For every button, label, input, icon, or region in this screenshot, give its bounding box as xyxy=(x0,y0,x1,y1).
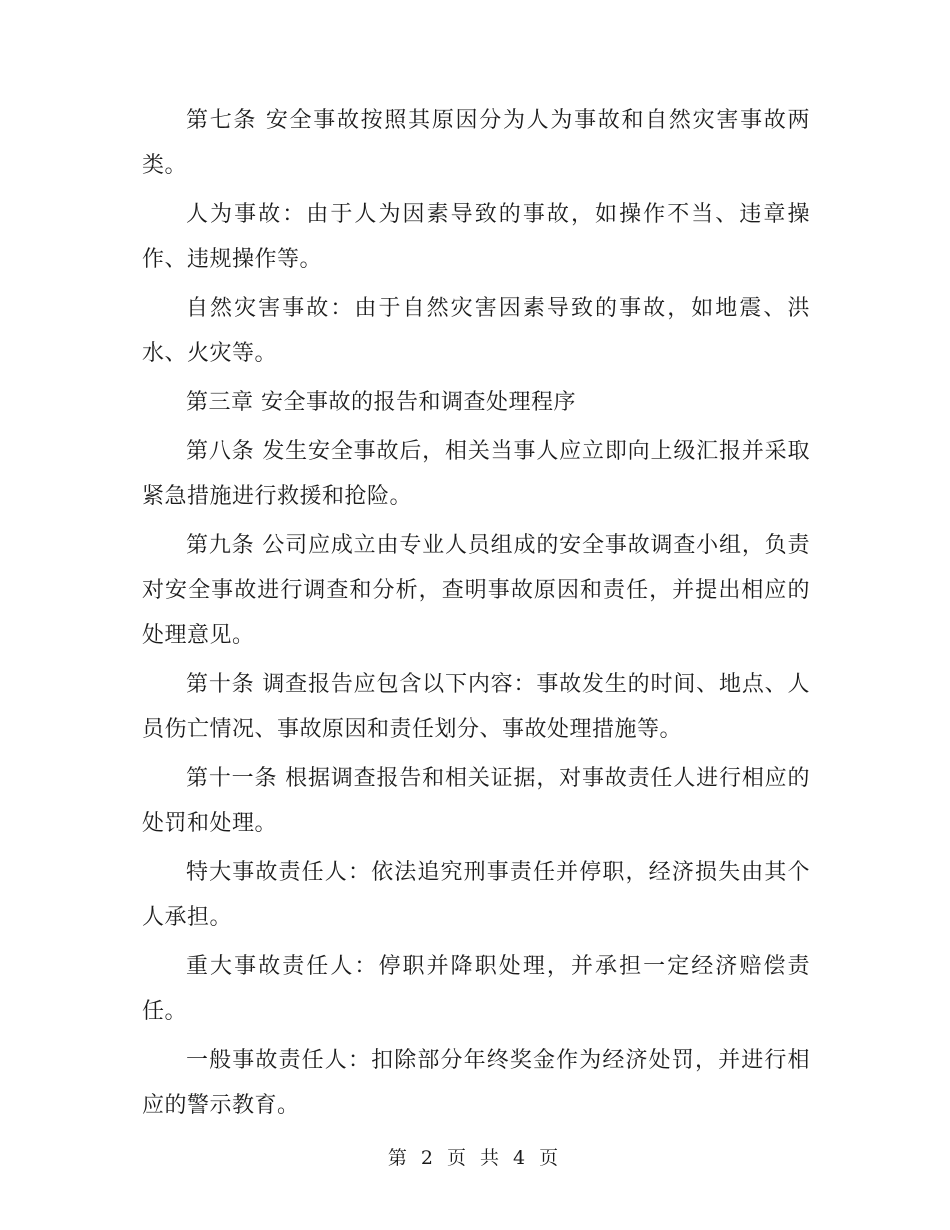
paragraph-serious-accident: 重大事故责任人：停职并降职处理，并承担一定经济赔偿责任。 xyxy=(142,954,810,1024)
page-number-footer: 第 2 页 共 4 页 xyxy=(387,1147,563,1169)
paragraph-article-7: 第七条 安全事故按照其原因分为人为事故和自然灾害事故两类。 xyxy=(142,108,810,178)
paragraph-general-accident: 一般事故责任人：扣除部分年终奖金作为经济处罚，并进行相应的警示教育。 xyxy=(142,1048,810,1118)
paragraph-article-9: 第九条 公司应成立由专业人员组成的安全事故调查小组，负责对安全事故进行调查和分析，查明事故原因和责任，并提出相应的处理意见。 xyxy=(142,533,810,648)
chapter-3-heading: 第三章 安全事故的报告和调查处理程序 xyxy=(186,390,576,415)
paragraph-major-accident: 特大事故责任人：依法追究刑事责任并停职，经济损失由其个人承担。 xyxy=(142,860,810,930)
paragraph-article-11: 第十一条 根据调查报告和相关证据，对事故责任人进行相应的处罚和处理。 xyxy=(142,766,810,836)
paragraph-article-8: 第八条 发生安全事故后，相关当事人应立即向上级汇报并采取紧急措施进行救援和抢险。 xyxy=(142,439,810,509)
paragraph-natural-disaster: 自然灾害事故：由于自然灾害因素导致的事故，如地震、洪水、火灾等。 xyxy=(142,296,810,366)
paragraph-article-10: 第十条 调查报告应包含以下内容：事故发生的时间、地点、人员伤亡情况、事故原因和责任划分、事故处理措施等。 xyxy=(142,672,810,742)
paragraph-human-accident: 人为事故：由于人为因素导致的事故，如操作不当、违章操作、违规操作等。 xyxy=(142,202,810,272)
document-body xyxy=(142,98,810,1132)
